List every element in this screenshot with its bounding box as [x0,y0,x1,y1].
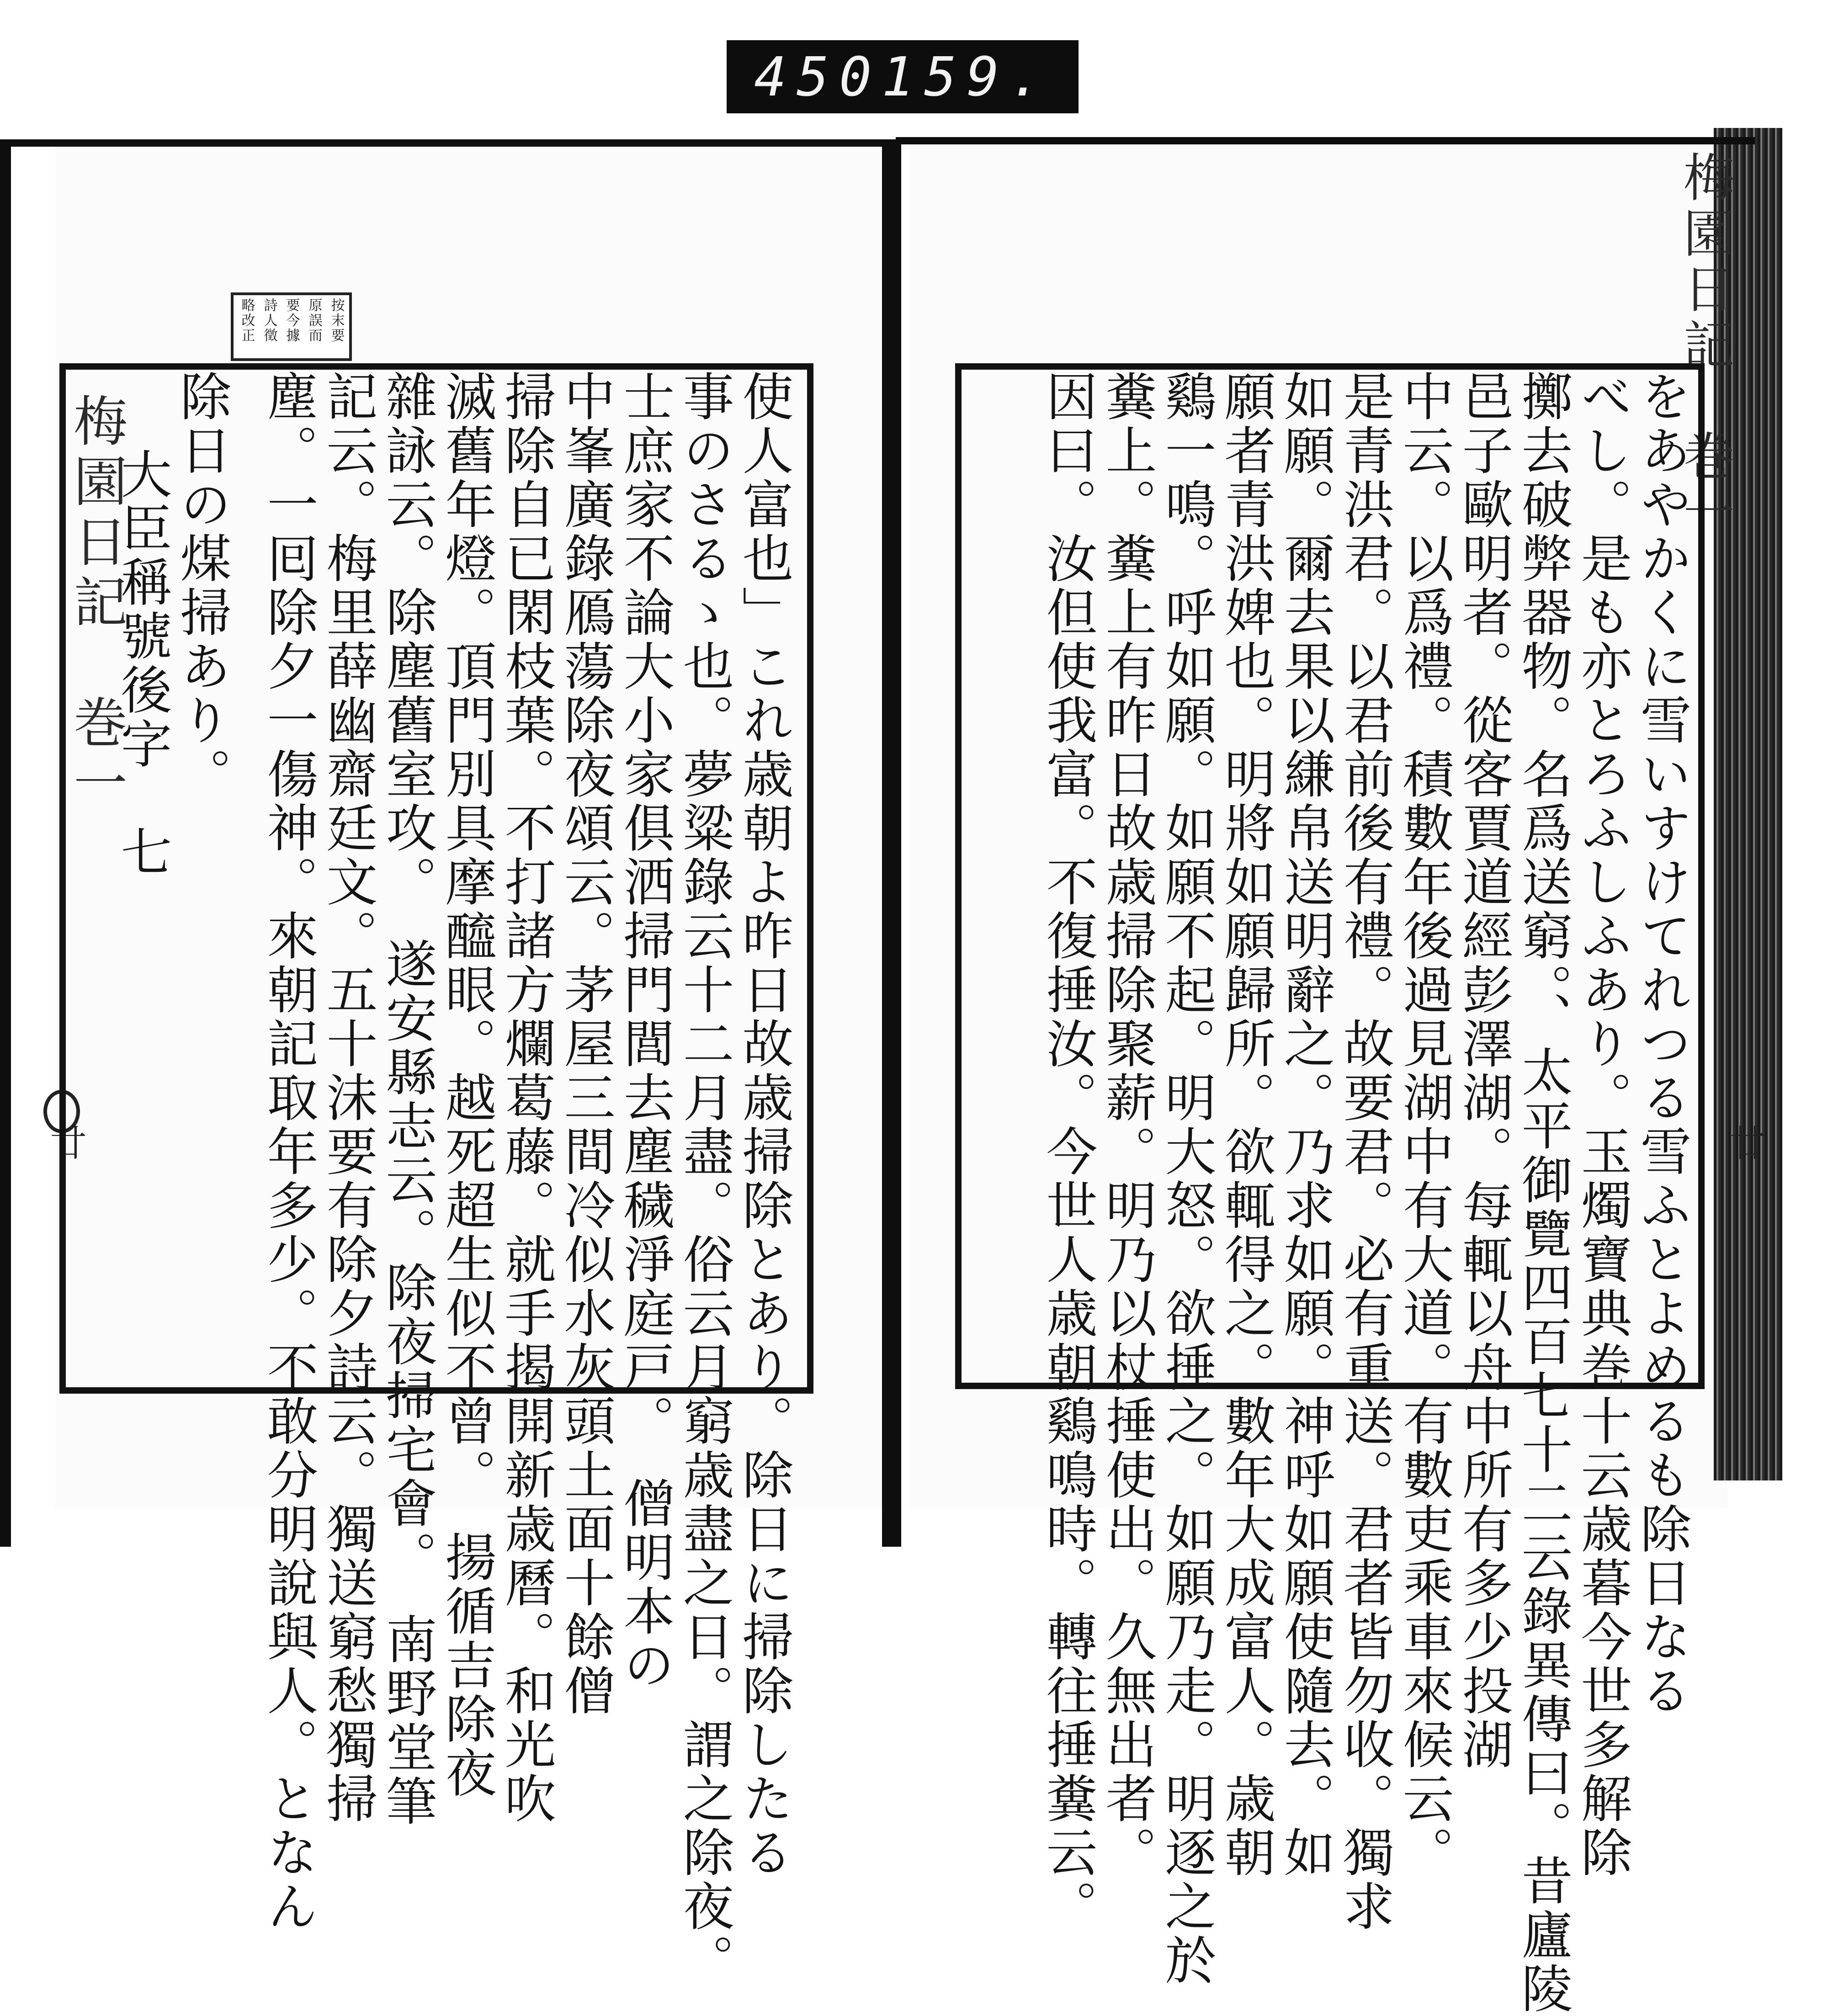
frame-number: 159. [882,45,1052,108]
text-column: 邑子歐明者。從客賈道經彭澤湖。每輒以舟中所有多少投湖 [1454,370,1513,1772]
text-column: 如願。爾去果以縑帛送明辭之。乃求如願。神呼如願使隨去。如 [1275,370,1335,1880]
left-running-head: 梅園日記 巻一 [64,393,128,815]
top-rule-right [896,137,1755,144]
text-column: 雜詠云。除塵舊室攻。 遂安縣志云。除夜掃宅會。 南野堂筆 [377,370,437,1829]
note-line: 略改正 [239,298,255,343]
text-column: 大臣稱號後字 七 [112,448,172,879]
text-column: 糞上。糞上有昨日故歳掃除聚薪。明乃以杖捶使出。久無出者。 [1097,370,1157,1880]
left-edge-rule [0,139,11,1547]
binding-gutter [882,139,901,1547]
text-column: 願者青洪婢也。明將如願歸所。欲輒得之。數年大成富人。歳朝 [1216,370,1275,1880]
text-column: 擲去破弊器物。名爲送窮。、太平御覽四百七十二云錄異傳曰。昔廬陵 [1513,370,1573,2016]
text-column: 滅舊年燈。頂門別具摩醯眼。越死超生似不曾。 揚循吉除夜 [437,370,496,1800]
text-column: 掃除自已閑枝葉。不打諸方爛葛藤。就手揭開新歳曆。和光吹 [496,370,556,1826]
reel-number: 450 [754,45,882,108]
text-column: 記云。梅里薛幽齋廷文。五十沬要有除夕詩云。獨送窮愁獨掃 [318,370,377,1826]
text-column: 中峯廣錄鴈蕩除夜頌云。茅屋三間冷似水灰頭土面十餘僧 [556,370,615,1718]
note-line: 詩人徵 [261,298,277,343]
text-column: 中云。以爲禮。積數年後過見湖中有大道。有數吏乘車來候云。 [1394,370,1454,1880]
text-column: をあやかくに雪いすけてれつる雪ふとよめるも除日なる [1632,370,1691,1718]
note-line: 要今據 [283,298,300,343]
text-column: 是青洪君。以君前後有禮。故要君。必有重送。君者皆勿收。獨求 [1335,370,1394,1934]
right-folio: 廿 [1723,1124,1766,1161]
text-column: 事のさるゝ也。夢粱錄云十二月盡。俗云月窮歳盡之日。謂之除夜。 [675,370,734,1988]
text-column: 鷄一鳴。呼如願。如願不起。明大怒。欲捶之。如願乃走。明逐之於 [1157,370,1216,1988]
text-column: 塵。一囘除夕一傷神。來朝記取年多少。不敢分明說與人。となん [259,370,318,1934]
text-column: べし。是も亦とろふしふあり。玉燭寶典巻十云歳暮今世多解除 [1573,370,1632,1880]
text-column: 因曰。汝但使我富。不復捶汝。今世人歳朝鷄鳴時。轉往捶糞云。 [1038,370,1097,1934]
text-column: 使人富也」これ歳朝よ昨日故歳掃除とあり。除日に掃除したる [734,370,793,1880]
editorial-note [231,292,352,361]
note-line: 按末要 [328,298,345,343]
text-column: 士庶家不論大小家俱洒掃門閭去塵穢淨庭戸。 僧明本の [615,370,675,1692]
note-line: 原誤而 [306,298,322,343]
right-running-head: 梅園日記 巻一 [1675,151,1734,541]
text-column: 除日の煤掃あり。 [172,370,231,801]
frame-number-label [727,40,1079,113]
left-folio: 廿 [44,1124,86,1161]
top-rule-left [0,139,896,147]
